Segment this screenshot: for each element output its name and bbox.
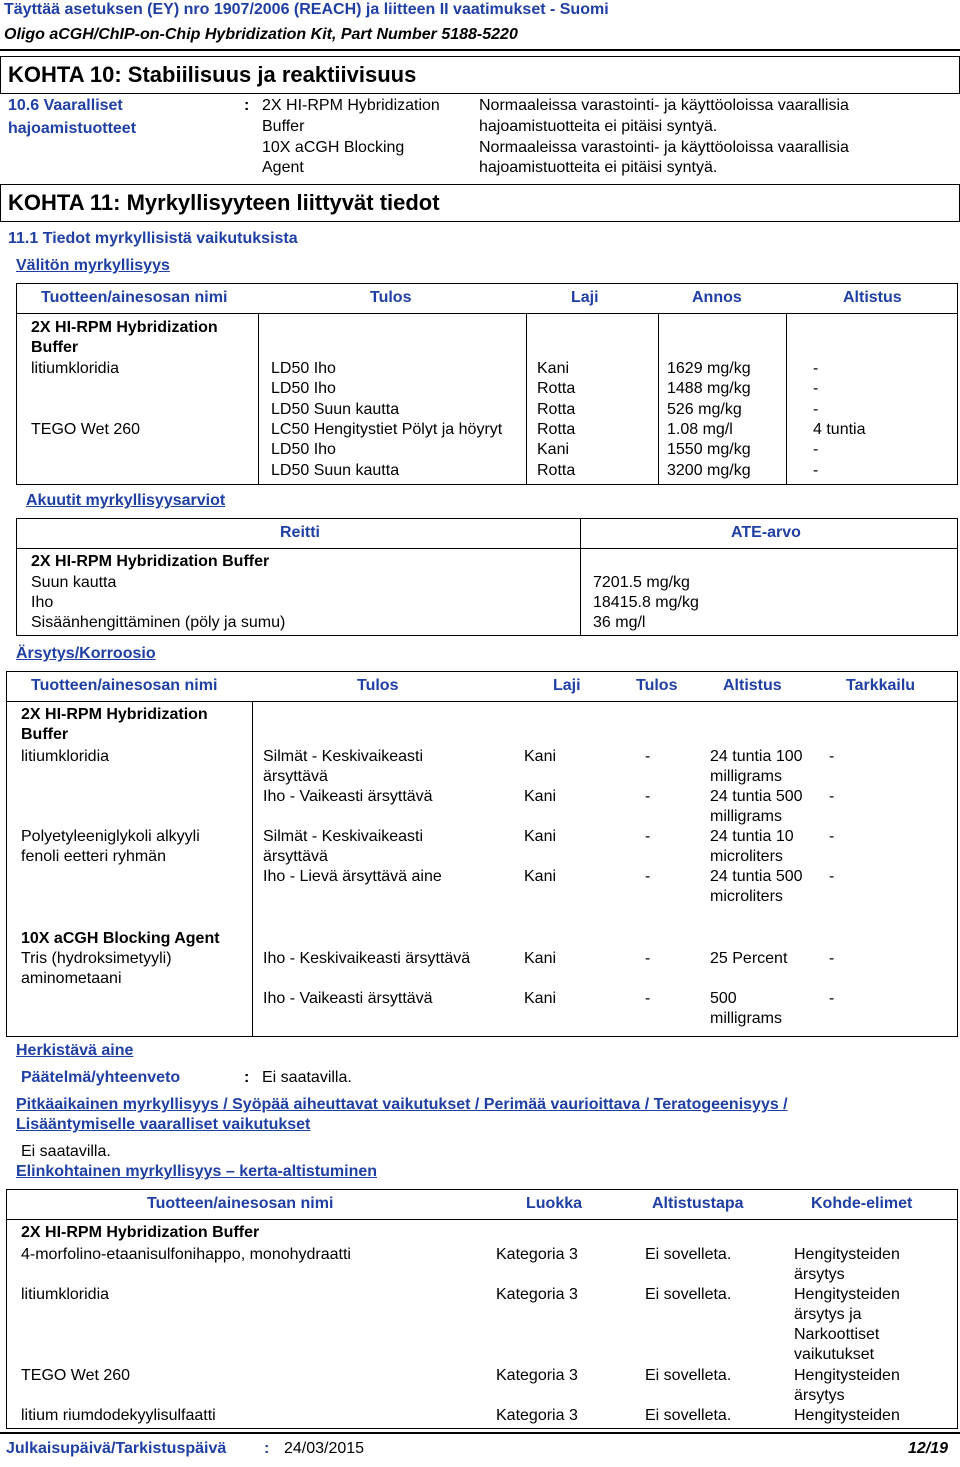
section10-title: KOHTA 10: Stabiilisuus ja reaktiivisuus [8,62,417,87]
acute-col-name: Tuotteen/ainesosan nimi [41,289,228,306]
conclusion-value: Ei saatavilla. [262,1069,352,1086]
acute-col-divider-2 [526,313,527,485]
acute-row-result: LD50 Suun kautta [271,400,400,418]
irr-row-species: Kani [524,788,557,805]
irr-col-name: Tuotteen/ainesosan nimi [31,677,218,694]
acute-row-species: Rotta [537,461,576,479]
ate-route-3: Sisäänhengittäminen (pöly ja sumu) [31,614,286,631]
stot-row-organ: Hengitysteiden [794,1407,900,1424]
stot-row-organ: Hengitysteiden [794,1246,900,1263]
irr-col-species: Laji [553,677,581,694]
irr-col-score: Tulos [636,677,678,694]
acute-col-result: Tulos [370,289,412,306]
irr-row-result-line2: ärsyttävä [263,848,328,865]
stot-row-organ: ärsytys [794,1387,845,1404]
irr-product-a-line1: 2X HI-RPM Hybridization [21,706,208,723]
irr-product-a-line2: Buffer [21,726,69,743]
acute-product-line1: 2X HI-RPM Hybridization [31,319,218,336]
acute-row-dose: 1488 mg/kg [667,380,751,398]
stot-row-organ: ärsytys ja [794,1306,862,1323]
acute-row-exposure: - [813,360,819,377]
acute-row-result: LD50 Iho [271,380,336,398]
ate-value-2: 18415.8 mg/kg [593,594,699,611]
acute-row-exposure: - [813,400,819,418]
stot-row-route: Ei sovelleta. [645,1286,732,1303]
irr-row-result-line2: ärsyttävä [263,768,328,785]
irr-b-row-exposure: 25 Percent [710,950,788,967]
irr-b-row-exposure-line2: milligrams [710,1010,782,1027]
irr-row-exposure-line2: milligrams [710,808,782,825]
acute-row-species: Rotta [537,420,576,438]
stot-row-category: Kategoria 3 [496,1286,578,1303]
stot-row-organ: ärsytys [794,1266,845,1283]
decomp-item1-name-line2: Buffer [262,118,305,135]
stot-row-route: Ei sovelleta. [645,1367,732,1384]
irr-b-row-observation: - [829,950,835,967]
irr-row-exposure: 24 tuntia 500 [710,788,803,805]
irr-col-result: Tulos [357,677,399,694]
irr-row-name: Polyetyleeniglykoli alkyyli [21,828,200,845]
irr-row-name-line2: fenoli eetteri ryhmän [21,848,166,865]
stot-row-name: TEGO Wet 260 [21,1367,131,1384]
irr-b-row-score: - [645,990,651,1007]
stot-row-route: Ei sovelleta. [645,1246,732,1263]
irr-row-observation: - [829,868,835,885]
ate-route-2: Iho [31,594,54,611]
acute-col-divider-1 [258,313,259,485]
stot-product: 2X HI-RPM Hybridization Buffer [21,1224,260,1241]
stot-col-organs: Kohde-elimet [811,1195,913,1212]
irr-b-row-exposure: 500 [710,990,737,1007]
stot-table-header-rule [6,1219,958,1220]
acute-col-divider-4 [786,313,787,485]
irr-row-exposure: 24 tuntia 100 [710,748,803,765]
acute-col-dose: Annos [692,289,742,306]
ate-title: Akuutit myrkyllisyysarviot [26,492,226,509]
stot-title: Elinkohtainen myrkyllisyys – kerta-altistuminen [16,1163,378,1180]
section10-6-label-line2: hajoamistuotteet [8,120,137,137]
acute-row-dose: 1550 mg/kg [667,441,751,459]
irr-row-exposure-line2: milligrams [710,768,782,785]
acute-row-result: LC50 Hengitystiet Pölyt ja höyryt [271,420,503,438]
irr-col-exposure: Altistus [723,677,782,694]
irr-row-species: Kani [524,828,557,845]
irr-row-exposure: 24 tuntia 500 [710,868,803,885]
irr-row-observation: - [829,788,835,805]
footer-colon: : [264,1440,270,1457]
irr-row-species: Kani [524,748,557,765]
acute-row-result: LD50 Iho [271,360,336,377]
acute-row-dose: 526 mg/kg [667,400,742,418]
acute-product-line2: Buffer [31,339,79,356]
irr-b-row-species: Kani [524,950,557,967]
stot-row-route: Ei sovelleta. [645,1407,732,1424]
stot-row-name: litium riumdodekyylisulfaatti [21,1407,216,1424]
conclusion-label: Päätelmä/yhteenveto [21,1069,181,1086]
irr-b-row-name: Tris (hydroksimetyyli) [21,950,172,967]
irr-b-row-species: Kani [524,990,557,1007]
acute-row-result: LD50 Suun kautta [271,461,400,479]
footer-date: 24/03/2015 [284,1440,365,1457]
irr-row-score: - [645,828,651,845]
acute-row-species: Rotta [537,400,576,418]
ate-route-1: Suun kautta [31,574,117,591]
ate-col-value: ATE-arvo [731,524,801,541]
section10-6-label-line1: 10.6 Vaaralliset [8,97,123,114]
ate-col-route: Reitti [280,524,320,541]
acute-row-exposure: - [813,461,819,479]
stot-row-organ: Hengitysteiden [794,1286,900,1303]
decomp-item2-text-line1: Normaaleissa varastointi- ja käyttöoloissa vaarallisia [479,139,849,156]
conclusion-colon: : [244,1069,250,1086]
acute-row-name: litiumkloridia [31,360,120,377]
acute-col-species: Laji [571,289,599,306]
irr-b-row-score: - [645,950,651,967]
section11-title: KOHTA 11: Myrkyllisyyteen liittyvät tiedot [8,190,440,215]
acute-row-exposure: - [813,380,819,398]
stot-row-organ: Narkoottiset [794,1326,880,1343]
irr-b-row-result: Iho - Vaikeasti ärsyttävä [263,990,433,1007]
acute-row-species: Rotta [537,380,576,398]
stot-row-name: litiumkloridia [21,1286,110,1303]
stot-col-category: Luokka [526,1195,583,1212]
stot-col-name: Tuotteen/ainesosan nimi [147,1195,334,1212]
acute-toxicity-title: Välitön myrkyllisyys [16,257,170,274]
irr-row-name: litiumkloridia [21,748,110,765]
acute-row-result: LD50 Iho [271,441,336,459]
doc-header-regulation: Täyttää asetuksen (EY) nro 1907/2006 (REACH) ja liitteen II vaatimukset - Suomi [4,1,609,18]
ate-product: 2X HI-RPM Hybridization Buffer [31,553,270,570]
stot-row-category: Kategoria 3 [496,1407,578,1424]
footer-divider [0,1432,960,1434]
irr-row-species: Kani [524,868,557,885]
irr-row-result: Silmät - Keskivaikeasti [263,748,424,765]
irr-b-row-result: Iho - Keskivaikeasti ärsyttävä [263,950,471,967]
stot-row-organ: Hengitysteiden [794,1367,900,1384]
acute-row-dose: 1629 mg/kg [667,360,751,377]
acute-row-species: Kani [537,360,570,377]
ate-value-1: 7201.5 mg/kg [593,574,690,591]
decomp-item1-text-line1: Normaaleissa varastointi- ja käyttöoloissa vaarallisia [479,97,849,114]
sensitiser-title: Herkistävä aine [16,1042,134,1059]
irr-row-score: - [645,868,651,885]
irr-product-b: 10X aCGH Blocking Agent [21,930,220,947]
acute-col-divider-3 [658,313,659,485]
decomp-item2-text-line2: hajoamistuotteita ei pitäisi syntyä. [479,159,718,176]
decomp-item1-text-line2: hajoamistuotteita ei pitäisi syntyä. [479,118,718,135]
irr-row-score: - [645,748,651,765]
irr-col-divider-1 [252,701,253,1037]
header-divider [0,49,960,51]
ate-col-divider [580,518,581,636]
irr-row-result: Iho - Lievä ärsyttävä aine [263,868,442,885]
section11-1-subtitle: 11.1 Tiedot myrkyllisistä vaikutuksista [8,230,298,247]
footer-page: 12/19 [908,1440,949,1457]
doc-header-product: Oligo aCGH/ChIP-on-Chip Hybridization Kit, Part Number 5188-5220 [4,26,518,43]
chronic-title-line2: Lisääntymiselle vaaralliset vaikutukset [16,1116,311,1133]
section10-6-colon: : [244,97,250,114]
irr-row-exposure-line2: microliters [710,848,783,865]
irr-b-row-name-line2: aminometaani [21,970,122,987]
irritation-table-header-rule [6,701,958,702]
irr-b-row-observation: - [829,990,835,1007]
acute-row-exposure: 4 tuntia [813,420,866,438]
footer-label: Julkaisupäivä/Tarkistuspäivä [6,1440,227,1457]
irr-row-observation: - [829,748,835,765]
irr-row-result: Silmät - Keskivaikeasti [263,828,424,845]
acute-row-dose: 3200 mg/kg [667,461,751,479]
irr-row-exposure-line2: microliters [710,888,783,905]
acute-table-header-rule [16,313,958,314]
irr-row-score: - [645,788,651,805]
acute-row-exposure: - [813,441,819,459]
acute-row-dose: 1.08 mg/l [667,420,733,438]
acute-col-exposure: Altistus [843,289,902,306]
stot-row-organ: vaikutukset [794,1346,875,1363]
irr-col-observation: Tarkkailu [846,677,916,694]
chronic-value: Ei saatavilla. [21,1143,111,1160]
irr-row-result: Iho - Vaikeasti ärsyttävä [263,788,433,805]
stot-col-route: Altistustapa [652,1195,744,1212]
stot-row-category: Kategoria 3 [496,1246,578,1263]
irritation-title: Ärsytys/Korroosio [16,645,156,662]
stot-row-category: Kategoria 3 [496,1367,578,1384]
ate-table-header-rule [16,548,958,549]
acute-row-name: TEGO Wet 260 [31,420,141,438]
ate-value-3: 36 mg/l [593,614,646,631]
stot-row-name: 4-morfolino-etaanisulfonihappo, monohydraatti [21,1246,351,1263]
decomp-item2-name-line2: Agent [262,159,304,176]
irr-row-exposure: 24 tuntia 10 [710,828,794,845]
decomp-item1-name-line1: 2X HI-RPM Hybridization [262,97,440,114]
irr-row-observation: - [829,828,835,845]
acute-row-species: Kani [537,441,570,459]
chronic-title-line1: Pitkäaikainen myrkyllisyys / Syöpää aiheuttavat vaikutukset / Perimää vaurioittava / Teratogeenisyys / [16,1096,788,1113]
decomp-item2-name-line1: 10X aCGH Blocking [262,139,405,156]
